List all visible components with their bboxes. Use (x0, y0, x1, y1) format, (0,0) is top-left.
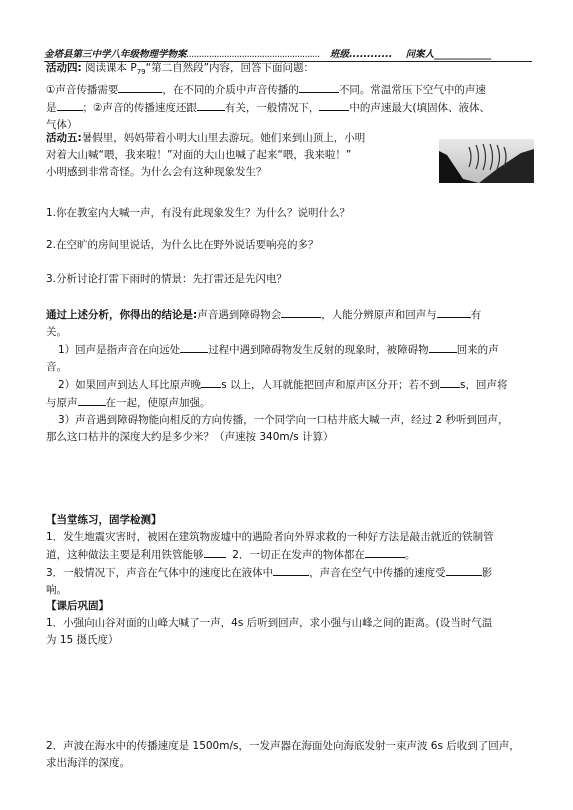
header-reviewer-blank: ____________ (434, 49, 492, 60)
text-segment: s 以上，人耳就能把回声和原声区分开；若不到 (221, 379, 440, 391)
question-2: 2.在空旷的房间里说话，为什么比在野外说话要响亮的多？ (46, 239, 319, 251)
review-q2 (46, 738, 536, 772)
conclusion-point3-line1: 3）声音遇到障碍物能向相反的方向传播，一个同学向一口枯井底大喊一声，经过 2 秒听到回声， (58, 414, 509, 426)
conclusion-point1-line2: 音。 (46, 361, 67, 373)
conclusion-section (46, 306, 536, 446)
text-segment: 影 (481, 567, 493, 579)
text-segment: 过程中遇到障碍物发生反射的现象时，被障碍物 (208, 344, 429, 356)
text-segment: 回来的声 (456, 344, 499, 356)
activity-four-title-line (46, 60, 536, 81)
text-segment: 有关，一般情况下， (224, 102, 320, 115)
activity-four-title: 活动四: (46, 62, 82, 74)
activity-four-q1-line1 (46, 81, 536, 99)
text-segment: 。 (404, 549, 416, 561)
text-segment: 暑假里，妈妈带着小明大山里去游玩。她们来到山顶上，小明 (81, 132, 366, 144)
conclusion-lead: 通过上述分析，你得出的结论是: (46, 309, 198, 321)
activity-four (46, 60, 536, 134)
text-segment: 与原声 (46, 397, 78, 409)
text-segment: 不同。常温常压下空气中的声速 (338, 84, 486, 97)
blank-vibrate[interactable] (365, 546, 405, 558)
blank-medium[interactable] (118, 81, 162, 93)
activity-five (46, 130, 436, 181)
conclusion-point1-line1 (46, 341, 536, 359)
blank-delay-time-2[interactable] (440, 376, 460, 388)
blank-reflect[interactable] (281, 306, 321, 318)
text-segment: 2．一切正在发声的物体都在 (232, 549, 365, 561)
blank-slower[interactable] (273, 564, 309, 576)
header-reviewer-label: 问案人 (405, 49, 435, 60)
practice-q3-line2: 响。 (46, 584, 67, 596)
blank-propagation[interactable] (180, 341, 208, 353)
activity-four-q1-line2 (46, 99, 536, 117)
header-dots: ..................................................... (186, 49, 321, 60)
activity-five-line1 (46, 130, 436, 147)
text-segment: s，回声将 (460, 379, 508, 391)
question-1: 1.你在教室内大喊一声，有没有此现象发生？为什么？说明什么？ (46, 207, 351, 219)
practice-q1-line1: 1．发生地震灾害时，被困在建筑物废墟中的遇险者向外界求救的一种好方法是敲击就近的铁制管 (46, 531, 494, 543)
conclusion-line1 (46, 306, 536, 324)
review-section (46, 598, 536, 649)
blank-delay-time[interactable] (201, 376, 221, 388)
text-segment: ；②声音的传播速度还跟 (82, 102, 197, 115)
text-segment: 中的声速最大(填固体、液体、 (349, 102, 491, 115)
text-segment: ①声音传播需要 (46, 84, 119, 97)
review-q1-line1: 1．小强向山谷对面的山峰大喊了一声，4s 后听到回声，求小强与山峰之间的距离。(设当时气温 (46, 617, 493, 629)
echo-mountain-illustration (439, 139, 534, 183)
practice-q1-line2 (46, 546, 536, 564)
blank-speed[interactable] (299, 81, 339, 93)
activity-four-page-number: 79 (136, 68, 146, 77)
text-segment: 道，这种做法主要是利用铁管能够 (46, 549, 204, 561)
activity-five-title: 活动五: (46, 132, 82, 144)
text-segment: 是 (46, 102, 57, 115)
text-segment: 有 (470, 309, 482, 321)
activity-four-intro-rest: “第二自然段”内容，回答下面问题： (145, 62, 315, 74)
review-title: 【课后巩固】 (46, 600, 109, 612)
conclusion-line2: 关。 (46, 326, 67, 338)
blank-transmit[interactable] (204, 546, 226, 558)
text-segment: 3．一般情况下，声音在气体中的速度比在液体中 (46, 567, 274, 579)
conclusion-point2-line2 (46, 394, 536, 412)
activity-four-intro: 阅读课本 P (85, 62, 137, 74)
blank-reflected[interactable] (429, 341, 457, 353)
text-segment: 声音遇到障碍物会 (197, 309, 282, 321)
mountain-echo-icon (439, 139, 534, 183)
text-segment: 1）回声是指声音在向远处 (58, 344, 181, 356)
text-segment: 2）如果回声到达人耳比原声晚 (58, 379, 202, 391)
blank-factor[interactable] (197, 99, 225, 111)
review-q2-line1: 2．声波在海水中的传播速度是 1500m/s，一发声器在海面处向海底发射一束声波 6s 后收到了回声， (46, 740, 520, 752)
practice-section (46, 512, 536, 599)
question-3: 3.分析讨论打雷下雨时的情景：先打雷还是先闪电？ (46, 273, 288, 285)
blank-air-speed[interactable] (57, 99, 83, 111)
text-segment: ，人能分辨原声和回声与 (321, 309, 437, 321)
text-segment: ，在不同的介质中声音传播的 (162, 84, 299, 97)
text-segment: 在一起，使原声加强。 (105, 397, 211, 409)
review-q2-line2: 求出海洋的深度。 (46, 757, 130, 769)
blank-temperature[interactable] (446, 564, 482, 576)
blank-fastest[interactable] (319, 99, 349, 111)
practice-q3-line1 (46, 564, 536, 582)
blank-distance[interactable] (437, 306, 471, 318)
activity-five-line3: 小明感到非常奇怪。为什么会有这种现象发生？ (46, 166, 267, 178)
header-title: 金塔县第三中学八年级物理学物案 (44, 49, 187, 60)
conclusion-point2-line1 (46, 376, 536, 394)
activity-five-line2: 对着大山喊“喂，我来啦！”对面的大山也喊了起来“喂，我来啦！” (46, 149, 352, 161)
review-q1-line2: 为 15 摄氏度） (46, 634, 119, 646)
blank-mix[interactable] (78, 394, 106, 406)
practice-title: 【当堂练习，固学检测】 (46, 514, 162, 526)
activity-four-q1-line3: 气体） (46, 119, 78, 132)
conclusion-point3-line2: 那么这口枯井的深度大约是多少米？（声速按 340m/s 计算） (46, 431, 334, 443)
header-class-label: 班级............ (330, 49, 393, 60)
text-segment: ，声音在空气中传播的速度受 (309, 567, 446, 579)
